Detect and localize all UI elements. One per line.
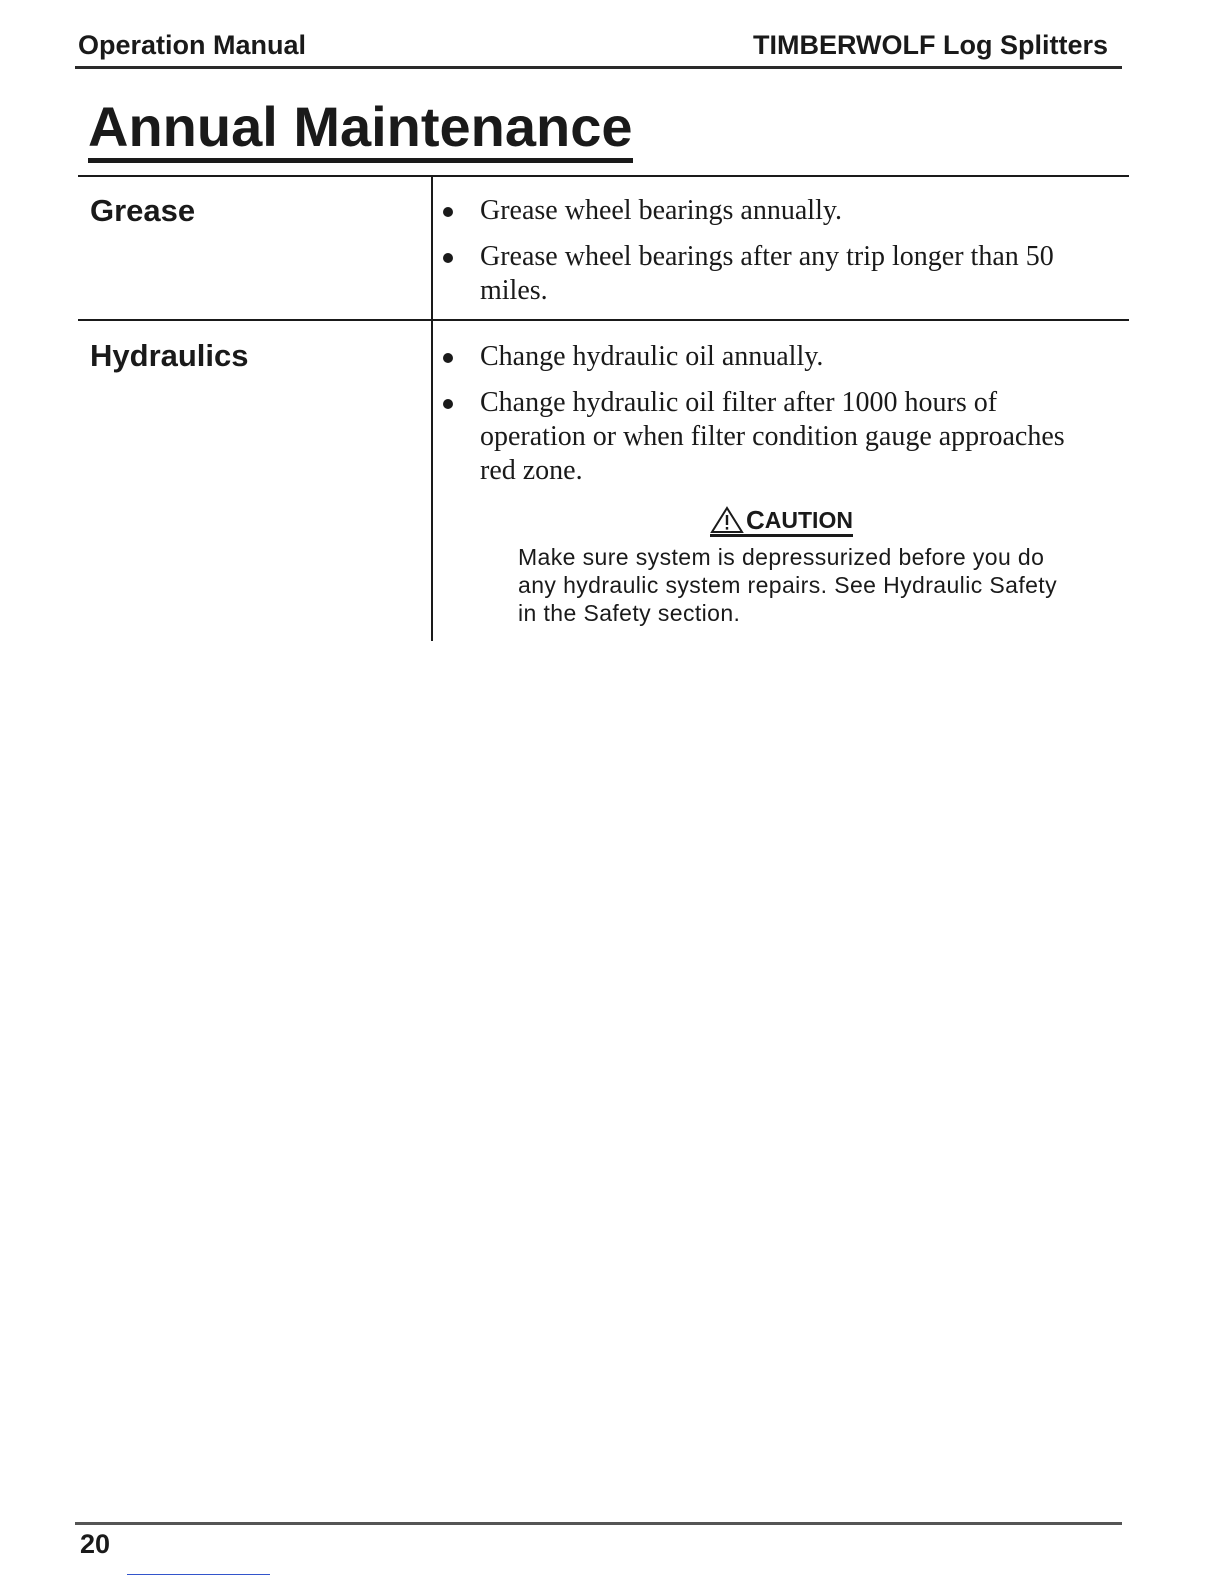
footer-divider [75,1522,1122,1525]
page-number: 20 [80,1529,111,1559]
list-item: Grease wheel bearings after any trip longer than 50 miles. [437,240,1107,308]
header-divider [75,66,1122,69]
list-item: Change hydraulic oil filter after 1000 hours of operation or when filter condition gauge approaches red zone. [437,386,1107,488]
caution-heading-initial: C [746,505,765,535]
grease-bullet-list [437,194,1107,320]
header-manual-title: Operation Manual [78,30,307,60]
page-title-text: Annual Maintenance [88,95,633,163]
table-top-border [78,175,1129,177]
footer-link-underline [127,1574,270,1575]
caution-heading [710,506,853,537]
warning-triangle-icon [710,506,744,534]
bullet-icon [443,399,453,409]
list-item: Grease wheel bearings annually. [437,194,1107,228]
bullet-icon [443,353,453,363]
table-column-divider [431,176,433,641]
header-product-name: TIMBERWOLF Log Splitters [753,30,1108,60]
section-label-hydraulics: Hydraulics [90,338,249,373]
bullet-icon [443,207,453,217]
hydraulics-bullet-list [437,340,1107,500]
page-title [88,96,633,158]
section-label-grease: Grease [90,193,196,228]
bullet-icon [443,253,453,263]
caution-message: Make sure system is depressurized before you do any hydraulic system repairs. See Hydraulic Safety in the Safety section. [518,544,1057,626]
list-item: Change hydraulic oil annually. [437,340,1107,374]
caution-heading-rest: AUTION [764,507,853,533]
